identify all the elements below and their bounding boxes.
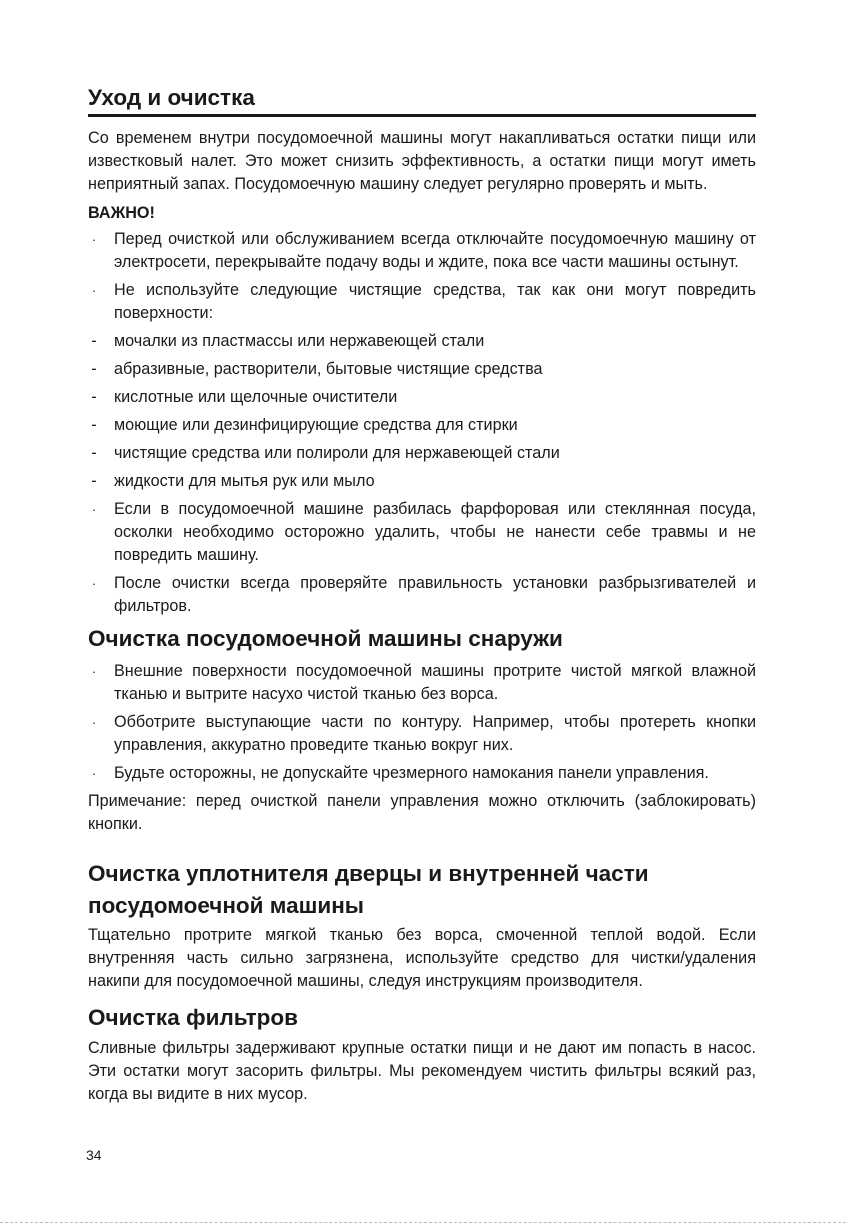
page-bottom-edge	[0, 1222, 846, 1224]
list-item-text: Если в посудомоечной машине разбилась фарфоровая или стеклянная посуда, осколки необходимо осторожно удалить, чтобы не нанести себе травмы и не повредить машину.	[114, 500, 756, 564]
list-item-text: Внешние поверхности посудомоечной машины протрите чистой мягкой влажной тканью и вытрите насухо чистой тканью без ворса.	[114, 662, 756, 703]
bullet-marker: ·	[91, 502, 97, 517]
list-item-text: Не используйте следующие чистящие средства, так как они могут повредить поверхности:	[114, 281, 756, 322]
dash-marker: -	[91, 444, 97, 462]
list-item	[88, 470, 756, 493]
list-item-text: Будьте осторожны, не допускайте чрезмерного намокания панели управления.	[114, 764, 709, 782]
list-item	[88, 414, 756, 437]
list-item	[88, 228, 756, 274]
list-item	[88, 660, 756, 706]
title-underline	[88, 114, 756, 117]
list-item	[88, 498, 756, 567]
note-paragraph: Примечание: перед очисткой панели управления можно отключить (заблокировать) кнопки.	[88, 792, 756, 833]
list-item	[88, 279, 756, 325]
page-title: Уход и очистка	[88, 85, 255, 110]
list-item-text: Перед очисткой или обслуживанием всегда отключайте посудомоечную машину от электросети, перекрывайте подачу воды и ждите, пока все части машины остынут.	[114, 230, 756, 271]
bullet-marker: ·	[91, 715, 97, 730]
section-heading: Очистка фильтров	[88, 1005, 298, 1030]
list-item	[88, 572, 756, 618]
additional-list	[88, 498, 756, 618]
filters-paragraph: Сливные фильтры задерживают крупные остатки пищи и не дают им попасть в насос. Эти остатки могут засорить фильтры. Мы рекомендуем чистить фильтры всякий раз, когда вы видите в них мусор.	[88, 1039, 756, 1103]
list-item-text: моющие или дезинфицирующие средства для стирки	[114, 416, 518, 434]
important-list	[88, 228, 756, 325]
list-item-text: чистящие средства или полироли для нержавеющей стали	[114, 444, 560, 462]
dash-marker: -	[91, 332, 97, 350]
list-item-text: Обботрите выступающие части по контуру. Например, чтобы протереть кнопки управления, аккуратно проведите тканью вокруг них.	[114, 713, 756, 754]
filters-section	[88, 1001, 756, 1106]
dash-marker: -	[91, 388, 97, 406]
important-label: ВАЖНО!	[88, 204, 155, 222]
bullet-marker: ·	[91, 664, 97, 679]
seal-paragraph: Тщательно протрите мягкой тканью без ворса, смоченной теплой водой. Если внутренняя часть сильно загрязнена, используйте средство для чистки/удаления накипи для посудомоечной машины, следуя инструкциям производителя.	[88, 926, 756, 990]
section-heading: Очистка посудомоечной машины снаружи	[88, 626, 563, 651]
bullet-marker: ·	[91, 576, 97, 591]
list-item-text: жидкости для мытья рук или мыло	[114, 472, 375, 490]
list-item	[88, 762, 756, 785]
bullet-marker: ·	[91, 766, 97, 781]
dash-marker: -	[91, 360, 97, 378]
section-heading-line: посудомоечной машины	[88, 893, 365, 918]
forbidden-cleaners-list	[88, 330, 756, 493]
intro-paragraph: Со временем внутри посудомоечной машины могут накапливаться остатки пищи или известковый налет. Это может снизить эффективность, а остатки пищи могут иметь неприятный запах. Посудомоечную машину следует регулярно проверять и мыть.	[88, 129, 756, 193]
section-heading	[88, 858, 756, 922]
list-item	[88, 330, 756, 353]
list-item	[88, 442, 756, 465]
list-item-text: После очистки всегда проверяйте правильность установки разбрызгивателей и фильтров.	[114, 574, 756, 615]
section-heading-line: Очистка уплотнителя дверцы и внутренней части	[88, 861, 649, 886]
exterior-section	[88, 624, 756, 836]
list-item-text: абразивные, растворители, бытовые чистящие средства	[114, 360, 543, 378]
bullet-marker: ·	[91, 232, 97, 247]
list-item	[88, 711, 756, 757]
list-item	[88, 386, 756, 409]
list-item	[88, 358, 756, 381]
list-item-text: кислотные или щелочные очистители	[114, 388, 398, 406]
dash-marker: -	[91, 416, 97, 434]
manual-page	[88, 84, 756, 1106]
bullet-marker: ·	[91, 283, 97, 298]
list-item-text: мочалки из пластмассы или нержавеющей стали	[114, 332, 485, 350]
dash-marker: -	[91, 472, 97, 490]
page-number: 34	[86, 1147, 102, 1163]
seal-section	[88, 858, 756, 993]
